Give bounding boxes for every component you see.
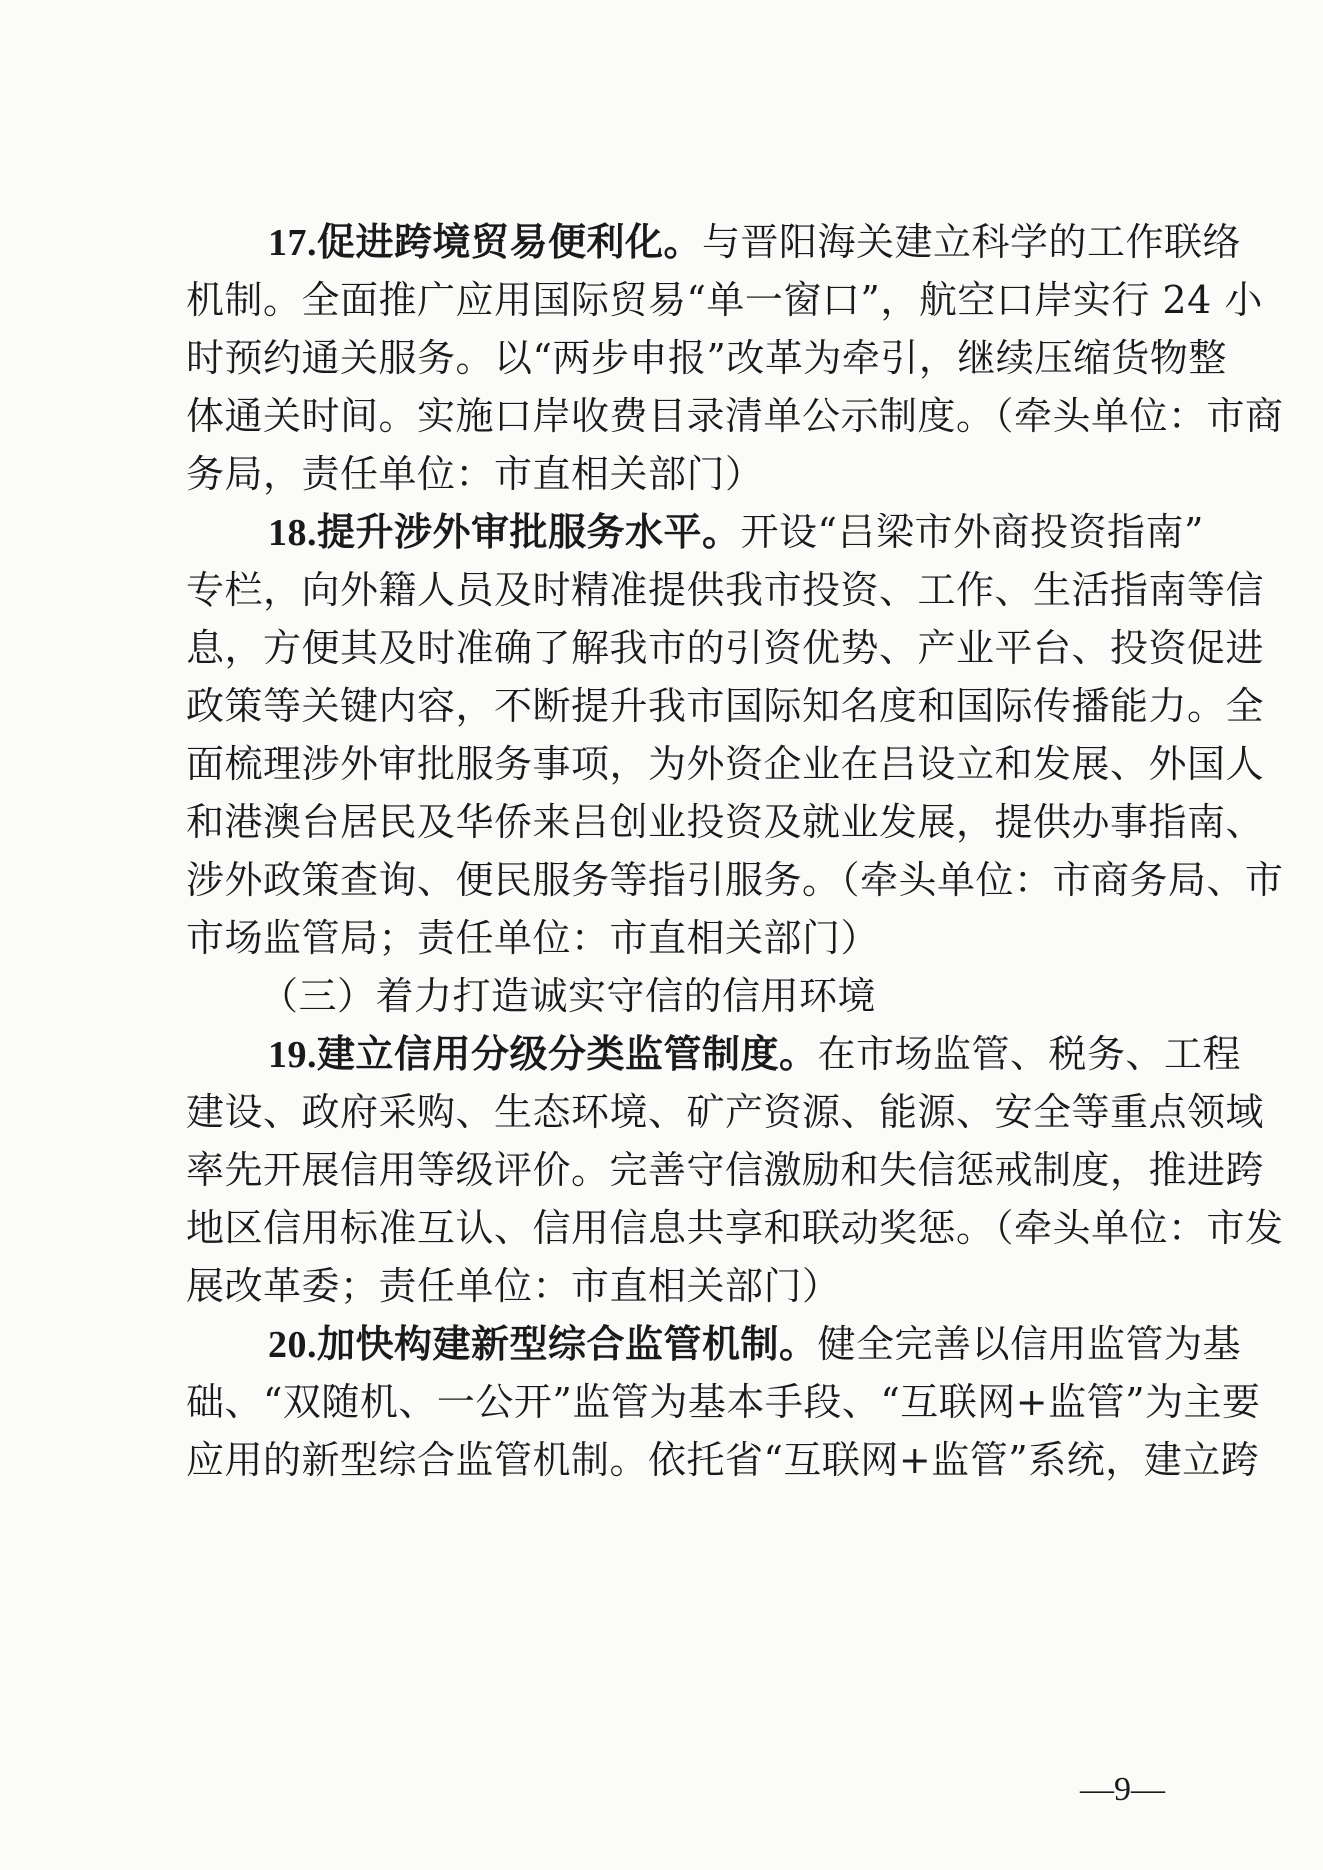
item-number: 17. <box>268 222 317 264</box>
item-text: 与晋阳海关建立科学的工作联络 <box>702 220 1242 264</box>
paragraph-line: 息，方便其及时准确了解我市的引资优势、产业平台、投资促进 <box>186 626 1265 670</box>
item-title: 加快构建新型综合监管机制。 <box>317 1321 818 1366</box>
item-number: 19. <box>268 1034 317 1076</box>
page-number: —9— <box>1080 1771 1165 1808</box>
item-text: 开设“吕梁市外商投资指南” <box>740 510 1204 554</box>
paragraph-line: 专栏，向外籍人员及时精准提供我市投资、工作、生活指南等信 <box>186 568 1265 612</box>
paragraph-line: 建设、政府采购、生态环境、矿产资源、能源、安全等重点领域 <box>186 1090 1265 1134</box>
paragraph-line: 率先开展信用等级评价。完善守信激励和失信惩戒制度，推进跨 <box>186 1148 1265 1192</box>
item-text: 在市场监管、税务、工程 <box>817 1032 1242 1076</box>
item-number: 18. <box>268 512 317 554</box>
paragraph-line: 涉外政策查询、便民服务等指引服务。（牵头单位：市商务局、市 <box>186 858 1284 902</box>
paragraph-line: 时预约通关服务。以“两步申报”改革为牵引，继续压缩货物整 <box>186 336 1227 380</box>
paragraph-line: 体通关时间。实施口岸收费目录清单公示制度。（牵头单位：市商 <box>186 394 1284 438</box>
item-title: 建立信用分级分类监管制度。 <box>317 1031 818 1076</box>
paragraph-line: 机制。全面推广应用国际贸易“单一窗口”，航空口岸实行 24 小 <box>186 278 1263 322</box>
paragraph-line: 础、“双随机、一公开”监管为基本手段、“互联网+监管”为主要 <box>186 1380 1261 1424</box>
item-20-first-line <box>268 1320 1241 1369</box>
item-number: 20. <box>268 1324 317 1366</box>
item-text: 健全完善以信用监管为基 <box>817 1322 1242 1366</box>
section-heading: （三）着力打造诚实守信的信用环境 <box>260 974 877 1018</box>
paragraph-line: 展改革委；责任单位：市直相关部门） <box>186 1264 841 1308</box>
paragraph-line: 应用的新型综合监管机制。依托省“互联网+监管”系统，建立跨 <box>186 1438 1260 1482</box>
item-title: 提升涉外审批服务水平。 <box>317 509 741 554</box>
paragraph-line: 地区信用标准互认、信用信息共享和联动奖惩。（牵头单位：市发 <box>186 1206 1284 1250</box>
paragraph-line: 政策等关键内容，不断提升我市国际知名度和国际传播能力。全 <box>186 684 1265 728</box>
paragraph-line: 务局，责任单位：市直相关部门） <box>186 452 764 496</box>
item-19-first-line <box>268 1030 1241 1079</box>
paragraph-line: 市场监管局；责任单位：市直相关部门） <box>186 916 880 960</box>
item-title: 促进跨境贸易便利化。 <box>317 219 703 264</box>
item-17-first-line <box>268 218 1241 267</box>
item-18-first-line <box>268 508 1204 557</box>
paragraph-line: 和港澳台居民及华侨来吕创业投资及就业发展，提供办事指南、 <box>186 800 1265 844</box>
paragraph-line: 面梳理涉外审批服务事项，为外资企业在吕设立和发展、外国人 <box>186 742 1265 786</box>
